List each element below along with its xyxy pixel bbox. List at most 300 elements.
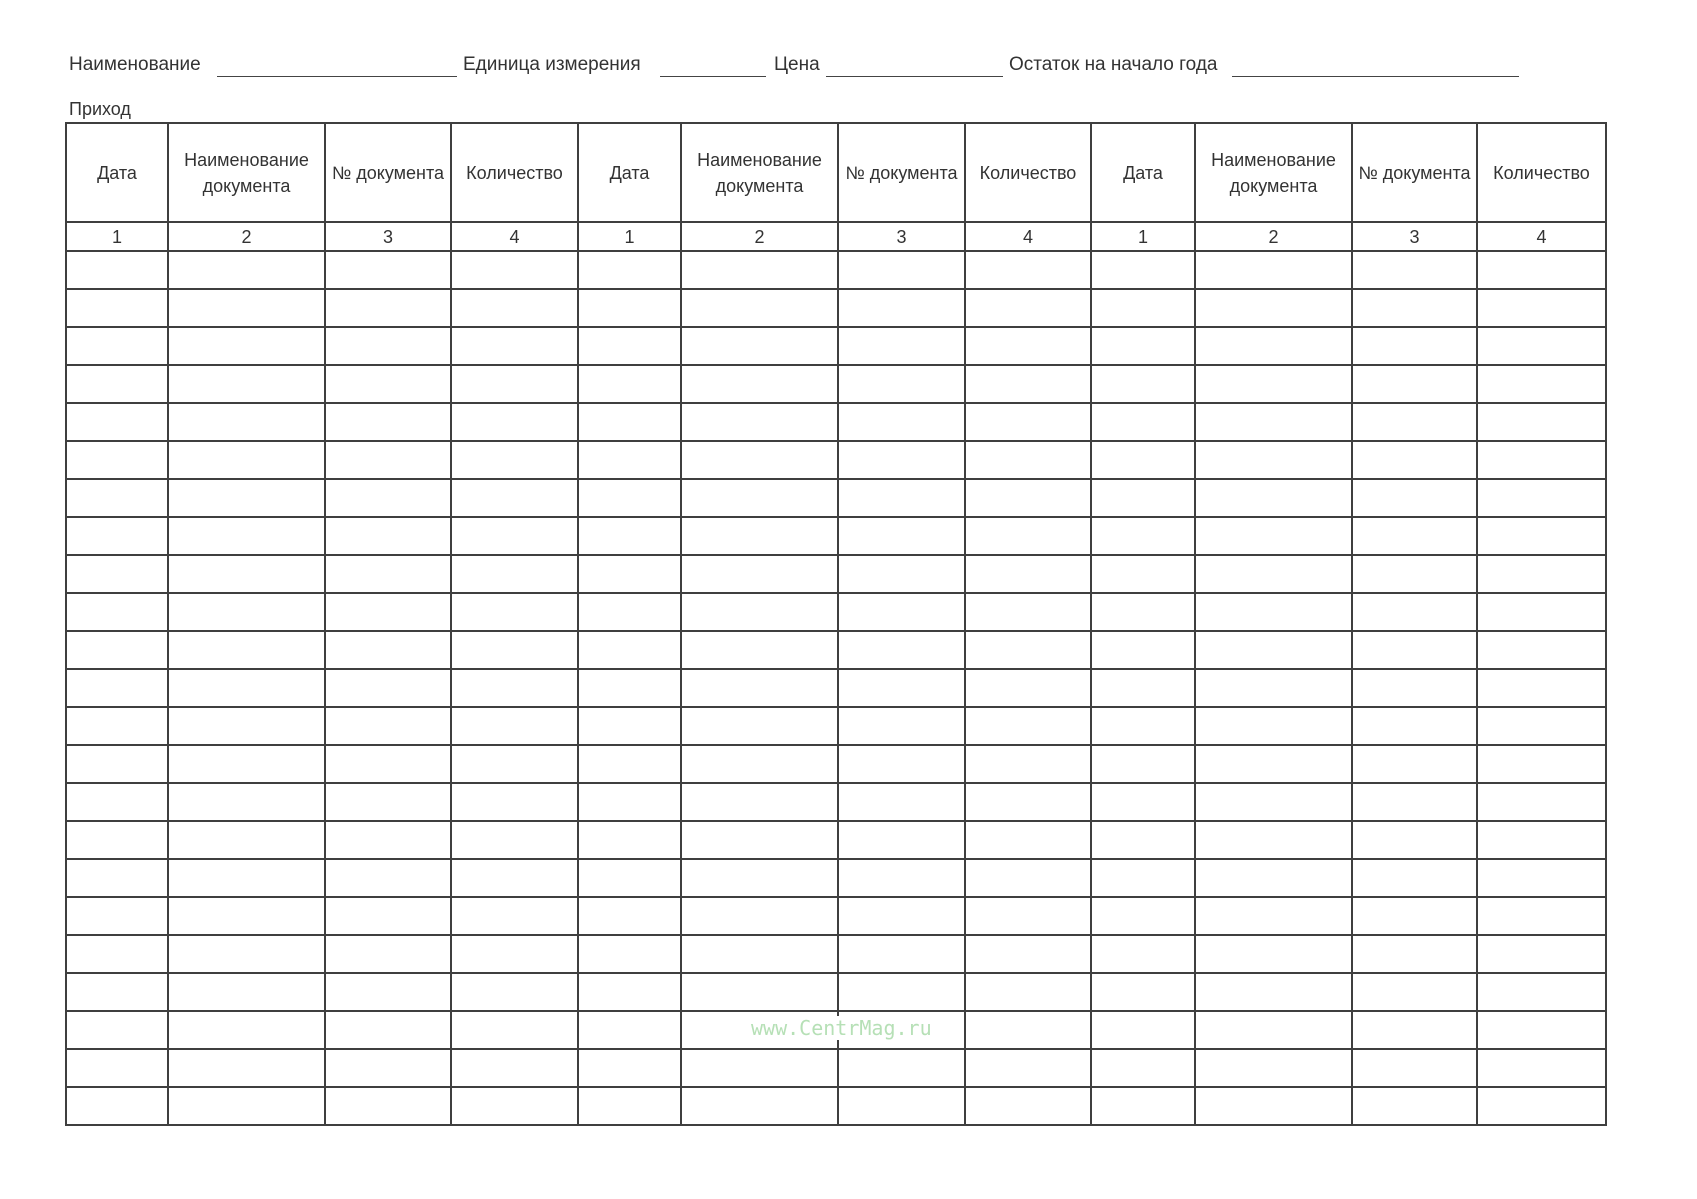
table-cell[interactable] [168, 403, 325, 441]
table-cell[interactable] [681, 365, 838, 403]
table-cell[interactable] [965, 897, 1091, 935]
table-row [66, 669, 1606, 707]
table-cell[interactable] [168, 517, 325, 555]
table-cell[interactable] [1352, 593, 1477, 631]
table-cell[interactable] [1091, 327, 1195, 365]
table-cell[interactable] [1195, 365, 1352, 403]
table-cell[interactable] [1195, 593, 1352, 631]
table-cell[interactable] [681, 745, 838, 783]
table-cell[interactable] [168, 289, 325, 327]
table-cell[interactable] [1352, 441, 1477, 479]
table-cell[interactable] [1091, 1049, 1195, 1087]
table-cell[interactable] [1352, 289, 1477, 327]
table-cell[interactable] [838, 1049, 965, 1087]
table-cell[interactable] [838, 251, 965, 289]
table-cell[interactable] [1195, 327, 1352, 365]
table-cell[interactable] [451, 251, 578, 289]
table-cell[interactable] [1352, 555, 1477, 593]
table-cell[interactable] [838, 479, 965, 517]
table-cell[interactable] [66, 707, 168, 745]
table-cell[interactable] [1195, 669, 1352, 707]
table-row [66, 403, 1606, 441]
unit-label: Единица измерения [463, 54, 641, 75]
table-cell[interactable] [1477, 555, 1606, 593]
table-cell[interactable] [1477, 251, 1606, 289]
table-cell[interactable] [325, 707, 451, 745]
table-cell[interactable] [1091, 593, 1195, 631]
table-cell[interactable] [325, 441, 451, 479]
table-cell[interactable] [325, 935, 451, 973]
table-cell[interactable] [451, 365, 578, 403]
table-cell[interactable] [168, 365, 325, 403]
table-cell[interactable] [66, 327, 168, 365]
table-cell[interactable] [1195, 1049, 1352, 1087]
table-cell[interactable] [1477, 593, 1606, 631]
table-cell[interactable] [66, 289, 168, 327]
table-cell[interactable] [325, 1049, 451, 1087]
table-cell[interactable] [1091, 935, 1195, 973]
table-cell[interactable] [66, 517, 168, 555]
table-cell[interactable] [838, 365, 965, 403]
table-cell[interactable] [1477, 935, 1606, 973]
table-cell[interactable] [578, 821, 681, 859]
table-cell[interactable] [965, 973, 1091, 1011]
table-cell[interactable] [451, 631, 578, 669]
name-blank [217, 76, 457, 77]
table-cell[interactable] [325, 289, 451, 327]
table-cell[interactable] [578, 745, 681, 783]
table-cell[interactable] [681, 517, 838, 555]
table-cell[interactable] [168, 897, 325, 935]
table-cell[interactable] [681, 479, 838, 517]
table-cell[interactable] [325, 897, 451, 935]
table-cell[interactable] [838, 707, 965, 745]
table-cell[interactable] [838, 669, 965, 707]
form-header [69, 50, 1529, 80]
table-cell[interactable] [1477, 783, 1606, 821]
table-cell[interactable] [965, 631, 1091, 669]
table-cell[interactable] [681, 821, 838, 859]
table-cell[interactable] [681, 555, 838, 593]
table-cell[interactable] [578, 897, 681, 935]
table-cell[interactable] [965, 1011, 1091, 1049]
table-cell[interactable] [168, 745, 325, 783]
table-cell[interactable] [1195, 783, 1352, 821]
table-cell[interactable] [838, 403, 965, 441]
table-cell[interactable] [66, 897, 168, 935]
table-cell[interactable] [1195, 935, 1352, 973]
column-header: Дата [578, 123, 681, 222]
table-cell[interactable] [451, 821, 578, 859]
table-cell[interactable] [325, 1011, 451, 1049]
table-cell[interactable] [681, 593, 838, 631]
table-cell[interactable] [1195, 441, 1352, 479]
table-cell[interactable] [1477, 327, 1606, 365]
table-cell[interactable] [1352, 327, 1477, 365]
table-cell[interactable] [965, 365, 1091, 403]
table-cell[interactable] [965, 1049, 1091, 1087]
table-cell[interactable] [1352, 897, 1477, 935]
table-cell[interactable] [578, 783, 681, 821]
table-cell[interactable] [838, 897, 965, 935]
column-number: 2 [168, 222, 325, 251]
table-cell[interactable] [325, 973, 451, 1011]
table-cell[interactable] [578, 669, 681, 707]
table-cell[interactable] [325, 821, 451, 859]
table-cell[interactable] [1352, 631, 1477, 669]
table-cell[interactable] [451, 707, 578, 745]
table-cell[interactable] [578, 327, 681, 365]
name-field [69, 50, 201, 80]
table-cell[interactable] [1195, 631, 1352, 669]
table-cell[interactable] [451, 1087, 578, 1125]
table-cell[interactable] [1477, 859, 1606, 897]
table-cell[interactable] [1352, 707, 1477, 745]
table-cell[interactable] [168, 1087, 325, 1125]
table-cell[interactable] [1195, 1087, 1352, 1125]
table-cell[interactable] [1352, 973, 1477, 1011]
table-cell[interactable] [965, 555, 1091, 593]
table-cell[interactable] [681, 289, 838, 327]
table-cell[interactable] [1091, 289, 1195, 327]
table-cell[interactable] [965, 745, 1091, 783]
table-cell[interactable] [1477, 821, 1606, 859]
table-cell[interactable] [1195, 517, 1352, 555]
table-cell[interactable] [838, 859, 965, 897]
table-row [66, 973, 1606, 1011]
table-cell[interactable] [1091, 555, 1195, 593]
table-cell[interactable] [838, 441, 965, 479]
table-cell[interactable] [451, 1049, 578, 1087]
table-cell[interactable] [325, 327, 451, 365]
table-cell[interactable] [451, 289, 578, 327]
table-cell[interactable] [965, 403, 1091, 441]
table-cell[interactable] [325, 745, 451, 783]
table-cell[interactable] [325, 365, 451, 403]
table-cell[interactable] [578, 973, 681, 1011]
table-cell[interactable] [681, 631, 838, 669]
table-cell[interactable] [168, 669, 325, 707]
table-cell[interactable] [325, 859, 451, 897]
table-cell[interactable] [66, 403, 168, 441]
table-cell[interactable] [325, 669, 451, 707]
table-cell[interactable] [965, 479, 1091, 517]
balance-field [1009, 50, 1217, 80]
table-cell[interactable] [325, 1087, 451, 1125]
table-cell[interactable] [965, 251, 1091, 289]
table-cell[interactable] [578, 251, 681, 289]
table-cell[interactable] [578, 593, 681, 631]
table-cell[interactable] [965, 859, 1091, 897]
table-cell[interactable] [66, 859, 168, 897]
table-cell[interactable] [965, 593, 1091, 631]
table-cell[interactable] [1352, 935, 1477, 973]
table-cell[interactable] [1477, 973, 1606, 1011]
table-cell[interactable] [1352, 403, 1477, 441]
table-cell[interactable] [451, 555, 578, 593]
table-cell[interactable] [965, 327, 1091, 365]
table-cell[interactable] [1195, 973, 1352, 1011]
table-cell[interactable] [578, 403, 681, 441]
table-cell[interactable] [681, 251, 838, 289]
table-cell[interactable] [838, 821, 965, 859]
table-cell[interactable] [451, 327, 578, 365]
table-cell[interactable] [578, 935, 681, 973]
table-cell[interactable] [1091, 745, 1195, 783]
table-cell[interactable] [681, 327, 838, 365]
table-cell[interactable] [681, 859, 838, 897]
table-cell[interactable] [578, 859, 681, 897]
table-cell[interactable] [681, 897, 838, 935]
table-cell[interactable] [66, 1087, 168, 1125]
table-cell[interactable] [681, 973, 838, 1011]
table-cell[interactable] [578, 517, 681, 555]
table-cell[interactable] [1477, 441, 1606, 479]
table-cell[interactable] [325, 403, 451, 441]
table-cell[interactable] [1091, 631, 1195, 669]
table-cell[interactable] [1477, 479, 1606, 517]
table-cell[interactable] [578, 707, 681, 745]
table-cell[interactable] [451, 745, 578, 783]
price-field [774, 50, 820, 80]
table-cell[interactable] [1352, 1011, 1477, 1049]
table-cell[interactable] [66, 631, 168, 669]
table-cell[interactable] [1195, 745, 1352, 783]
table-cell[interactable] [1195, 859, 1352, 897]
table-cell[interactable] [578, 479, 681, 517]
table-cell[interactable] [838, 973, 965, 1011]
table-cell[interactable] [168, 707, 325, 745]
table-cell[interactable] [66, 365, 168, 403]
table-cell[interactable] [1091, 821, 1195, 859]
table-cell[interactable] [66, 783, 168, 821]
table-cell[interactable] [838, 289, 965, 327]
table-row [66, 327, 1606, 365]
table-cell[interactable] [965, 821, 1091, 859]
column-header: Дата [1091, 123, 1195, 222]
table-cell[interactable] [168, 859, 325, 897]
table-cell[interactable] [325, 251, 451, 289]
balance-label: Остаток на начало года [1009, 54, 1218, 75]
table-cell[interactable] [1352, 859, 1477, 897]
table-cell[interactable] [1091, 1087, 1195, 1125]
table-cell[interactable] [66, 669, 168, 707]
table-cell[interactable] [965, 441, 1091, 479]
table-cell[interactable] [965, 289, 1091, 327]
table-cell[interactable] [168, 479, 325, 517]
table-cell[interactable] [66, 441, 168, 479]
table-cell[interactable] [965, 783, 1091, 821]
table-cell[interactable] [578, 1011, 681, 1049]
table-cell[interactable] [1091, 1011, 1195, 1049]
table-cell[interactable] [1477, 289, 1606, 327]
table-cell[interactable] [168, 593, 325, 631]
table-cell[interactable] [1477, 707, 1606, 745]
table-cell[interactable] [1352, 479, 1477, 517]
table-cell[interactable] [451, 783, 578, 821]
table-cell[interactable] [168, 821, 325, 859]
table-cell[interactable] [681, 403, 838, 441]
table-cell[interactable] [1091, 669, 1195, 707]
table-cell[interactable] [1477, 897, 1606, 935]
table-cell[interactable] [325, 517, 451, 555]
table-cell[interactable] [681, 935, 838, 973]
table-cell[interactable] [681, 441, 838, 479]
table-cell[interactable] [325, 783, 451, 821]
table-cell[interactable] [965, 935, 1091, 973]
table-cell[interactable] [66, 1049, 168, 1087]
table-cell[interactable] [1195, 479, 1352, 517]
table-cell[interactable] [681, 1049, 838, 1087]
table-cell[interactable] [838, 327, 965, 365]
table-cell[interactable] [1352, 251, 1477, 289]
table-cell[interactable] [451, 973, 578, 1011]
table-cell[interactable] [66, 251, 168, 289]
table-cell[interactable] [451, 479, 578, 517]
table-cell[interactable] [838, 631, 965, 669]
table-cell[interactable] [168, 251, 325, 289]
table-cell[interactable] [1091, 897, 1195, 935]
table-cell[interactable] [1477, 669, 1606, 707]
table-cell[interactable] [66, 1011, 168, 1049]
table-cell[interactable] [66, 821, 168, 859]
table-cell[interactable] [1091, 441, 1195, 479]
table-row [66, 821, 1606, 859]
table-cell[interactable] [1352, 821, 1477, 859]
table-cell[interactable] [1477, 1087, 1606, 1125]
table-cell[interactable] [1477, 745, 1606, 783]
table-cell[interactable] [965, 1087, 1091, 1125]
table-cell[interactable] [838, 555, 965, 593]
table-cell[interactable] [451, 403, 578, 441]
table-cell[interactable] [1195, 1011, 1352, 1049]
table-cell[interactable] [838, 783, 965, 821]
table-cell[interactable] [1091, 365, 1195, 403]
table-cell[interactable] [578, 441, 681, 479]
table-cell[interactable] [1195, 897, 1352, 935]
table-cell[interactable] [578, 365, 681, 403]
table-cell[interactable] [168, 783, 325, 821]
table-cell[interactable] [1195, 251, 1352, 289]
table-cell[interactable] [1477, 1011, 1606, 1049]
table-cell[interactable] [838, 745, 965, 783]
table-cell[interactable] [66, 479, 168, 517]
table-cell[interactable] [168, 327, 325, 365]
table-cell[interactable] [578, 555, 681, 593]
table-row [66, 1049, 1606, 1087]
column-number: 3 [838, 222, 965, 251]
table-cell[interactable] [1195, 555, 1352, 593]
table-cell[interactable] [1091, 251, 1195, 289]
table-cell[interactable] [578, 289, 681, 327]
table-row [66, 745, 1606, 783]
column-number: 2 [681, 222, 838, 251]
table-cell[interactable] [1091, 479, 1195, 517]
column-number: 2 [1195, 222, 1352, 251]
table-cell[interactable] [451, 935, 578, 973]
table-cell[interactable] [838, 593, 965, 631]
table-cell[interactable] [325, 479, 451, 517]
column-header: Количество [965, 123, 1091, 222]
table-cell[interactable] [681, 783, 838, 821]
table-cell[interactable] [681, 1087, 838, 1125]
table-cell[interactable] [451, 669, 578, 707]
table-cell[interactable] [838, 935, 965, 973]
table-cell[interactable] [66, 555, 168, 593]
table-cell[interactable] [965, 669, 1091, 707]
column-number: 1 [1091, 222, 1195, 251]
table-cell[interactable] [451, 441, 578, 479]
table-cell[interactable] [578, 1049, 681, 1087]
table-cell[interactable] [451, 517, 578, 555]
table-cell[interactable] [1091, 707, 1195, 745]
table-cell[interactable] [1195, 289, 1352, 327]
table-cell[interactable] [168, 555, 325, 593]
table-cell[interactable] [66, 935, 168, 973]
table-cell[interactable] [965, 707, 1091, 745]
table-cell[interactable] [168, 1011, 325, 1049]
table-cell[interactable] [1091, 783, 1195, 821]
table-cell[interactable] [1352, 783, 1477, 821]
table-cell[interactable] [451, 859, 578, 897]
table-cell[interactable] [1091, 973, 1195, 1011]
table-cell[interactable] [1352, 745, 1477, 783]
table-cell[interactable] [1091, 859, 1195, 897]
table-cell[interactable] [451, 1011, 578, 1049]
table-cell[interactable] [578, 631, 681, 669]
table-cell[interactable] [681, 669, 838, 707]
table-cell[interactable] [1477, 403, 1606, 441]
table-cell[interactable] [1195, 403, 1352, 441]
column-header: № документа [838, 123, 965, 222]
table-cell[interactable] [451, 593, 578, 631]
table-cell[interactable] [1477, 365, 1606, 403]
table-cell[interactable] [66, 973, 168, 1011]
table-cell[interactable] [168, 1049, 325, 1087]
table-cell[interactable] [1352, 517, 1477, 555]
table-cell[interactable] [1352, 1049, 1477, 1087]
table-cell[interactable] [325, 631, 451, 669]
table-cell[interactable] [965, 517, 1091, 555]
table-cell[interactable] [451, 897, 578, 935]
column-header: Количество [1477, 123, 1606, 222]
table-cell[interactable] [168, 441, 325, 479]
table-cell[interactable] [838, 1087, 965, 1125]
table-cell[interactable] [1477, 1049, 1606, 1087]
table-cell[interactable] [168, 631, 325, 669]
table-cell[interactable] [1352, 1087, 1477, 1125]
table-cell[interactable] [168, 935, 325, 973]
table-cell[interactable] [1477, 517, 1606, 555]
table-row [66, 593, 1606, 631]
table-cell[interactable] [838, 517, 965, 555]
table-cell[interactable] [325, 593, 451, 631]
table-cell[interactable] [681, 707, 838, 745]
table-cell[interactable] [1352, 669, 1477, 707]
table-cell[interactable] [1091, 517, 1195, 555]
table-cell[interactable] [578, 1087, 681, 1125]
table-cell[interactable] [1195, 821, 1352, 859]
table-cell[interactable] [1352, 365, 1477, 403]
table-cell[interactable] [1091, 403, 1195, 441]
table-cell[interactable] [325, 555, 451, 593]
table-row [66, 555, 1606, 593]
table-cell[interactable] [66, 593, 168, 631]
table-cell[interactable] [1195, 707, 1352, 745]
table-cell[interactable] [168, 973, 325, 1011]
table-cell[interactable] [1477, 631, 1606, 669]
table-cell[interactable] [66, 745, 168, 783]
